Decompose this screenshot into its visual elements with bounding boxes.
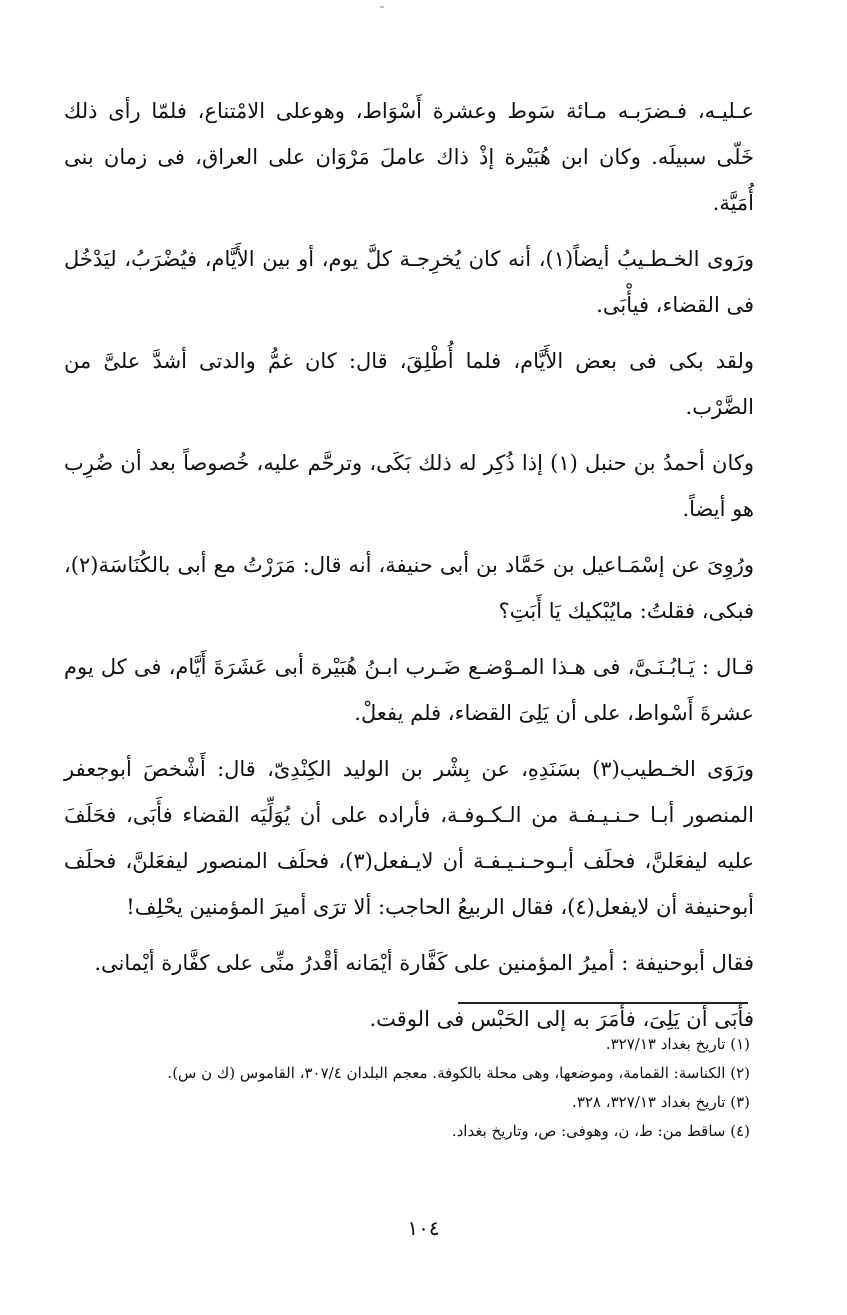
paragraph-3: ولقد بكى فى بعض الأَيَّام، فلما أُطْلِقَ، قال: كان غمُّ والدتى أشدَّ علىَّ من الضَّرْب. [64,349,754,419]
footnotes [120,1030,750,1146]
paragraph-1: عـليـه، فـضرَبـه مـائة سَوط وعشرة أَسْوَاط، وهوعلى الامْتناع، فلمّا رأى ذلك خَلّى سبيلَه. وكان ابن هُبَيْرة إذْ ذاك عاملَ مَرْوَان على العراق، فى زمان بنى أُمَيَّة. [64,99,754,215]
paragraph-5: ورُوِىَ عن إسْمَـاعيل بن حَمَّاد بن أبى حنيفة، أنه قال: مَرَرْتُ مع أبى بالكُنَاسَة(٢)، فبكى، فقلتُ: مايُبْكيك يَا أَبَتِ؟ [64,553,754,623]
scan-speck [380,6,384,8]
footnote-3: (٣) تاريخ بغداد ٣٢٧/١٣، ٣٢٨. [572,1093,750,1111]
paragraph-6: قـال : يَـابُـنَـىَّ، فى هـذا المـوْضـع ضَـرب ابـنُ هُبَيْرة أبى عَشَرَةَ أَيَّام، فى كل يوم عشرةَ أَسْواط، على أن يَلِىَ القضاء، فلم يفعلْ. [64,655,754,725]
paragraph-7: ورَوَى الخـطيب(٣) بسَنَدِهِ، عن بِشْر بن الوليد الكِنْدِىّ، قال: أَشْخصَ أبوجعفر المنصور أبـا حـنـيـفـة من الـكـوفـة، فأراده على أن يُوَلِّيَه القضاء فأَبَى، فحَلَفَ عليه ليفعَلنَّ، فحلَف أبـوحـنـيـفـة أن لايـفعل(٣)، فحلَف المنصور ليفعَلنَّ، فحلَف أبوحنيفة أن لايفعل(٤)، فقال الربيعُ الحاجب: ألا ترَى أميرَ المؤمنين يحْلِف! [64,757,754,919]
paragraph-9: فأبَى أن يَلِىَ، فأمَرَ به إلى الحَبْس فى الوقت. [369,1007,754,1031]
footnote-4: (٤) ساقط من: ط، ن، وهوفى: ص، وتاريخ بغداد. [451,1122,750,1140]
paragraph-4: وكان أحمدُ بن حنبل (١) إذا ذُكِر له ذلك بَكَى، وترحَّم عليه، خُصوصاً بعد أن ضُرِب هو أيضاً. [64,451,754,521]
footnote-1: (١) تاريخ بغداد ٣٢٧/١٣. [605,1035,750,1053]
paragraph-8: فقال أبوحنيفة : أميرُ المؤمنين على كَفَّارة أيْمَانه أقْدرُ منِّى على كفَّارة أيْمانى. [94,951,754,975]
footnote-divider [458,1002,748,1004]
paragraph-2: ورَوى الخـطـيبُ أيضاً(١)، أنه كان يُخرِجـة كلَّ يوم، أو بين الأَيَّام، فيُضْرَبُ، ليَدْخُل فى القضاء، فيأْبَى. [64,247,754,317]
footnote-2: (٢) الكناسة: القمامة، وموضعها، وهى محلة بالكوفة. معجم البلدان ٣٠٧/٤، القاموس (ك ن س). [167,1064,750,1082]
page-number: ١٠٤ [407,1216,440,1240]
main-text [64,88,754,1042]
